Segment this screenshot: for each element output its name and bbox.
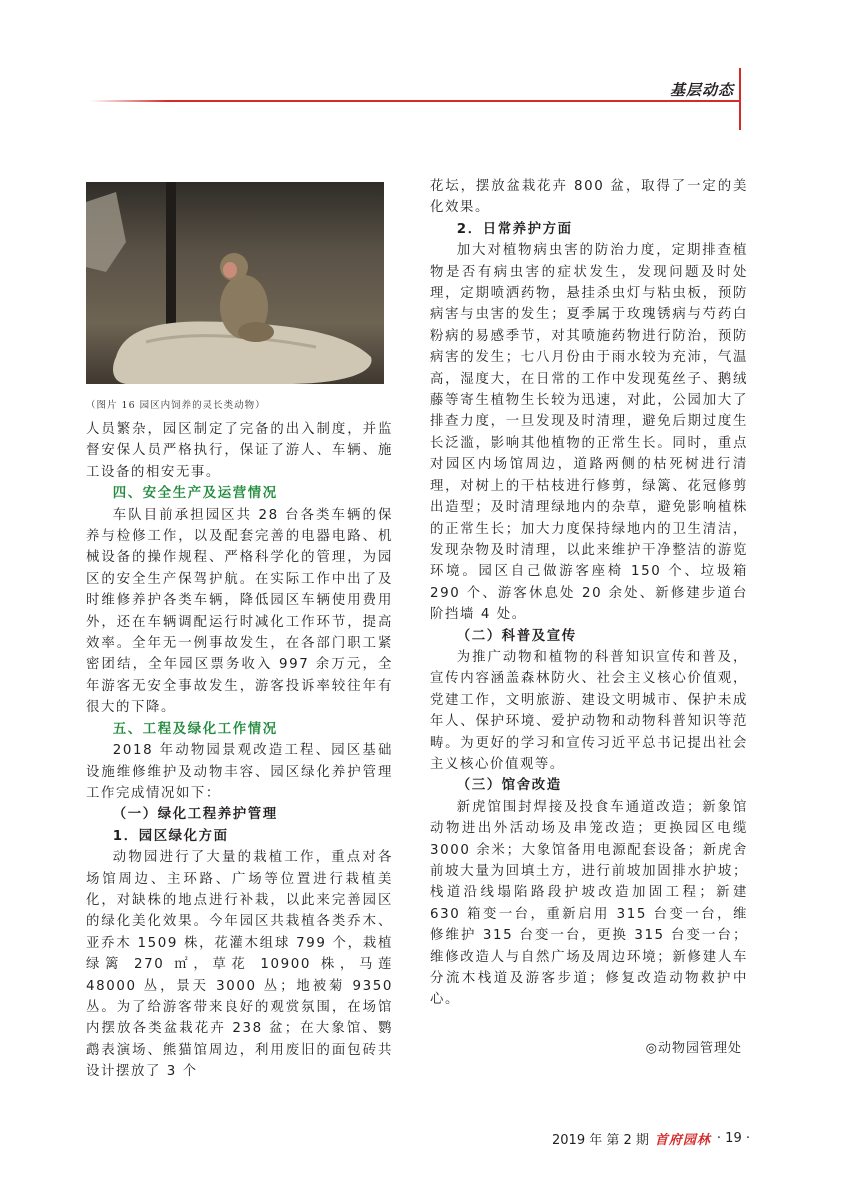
right-column [430,176,748,1011]
section-heading: 1．园区绿化方面 [112,828,229,844]
section-title: 基层动态 [669,81,734,99]
section-heading: 四、安全生产及运营情况 [112,486,278,502]
header-tick [739,68,741,130]
section-heading: （一）绿化工程养护管理 [112,807,278,823]
figure-caption: （图片 16 园区内饲养的灵长类动物） [86,400,266,411]
page-number: · 19 · [716,1131,750,1146]
paragraph: 新虎馆围封焊接及投食车通道改造；新象馆动物进出外活动场及串笼改造；更换园区电缆 3000 余米；大象馆备用电源配套设备；新虎舍前坡大量为回填土方，进行前坡加固排水护坡；栈道沿线塌陷路段护坡改造加固工程；新建 630 箱变一台，重新启用 315 台变一台，维修维护 315 台变一台，更换 315 台变一台；维修改造人与自然广场及周边环境；新修建人车分流木栈道及游客步道；修复改造动物救护中心。 [430,799,748,1008]
magazine-name: 首府园林 [654,1133,711,1148]
left-column [86,419,393,1083]
section-heading: 五、工程及绿化工作情况 [112,721,278,737]
paragraph: 加大对植物病虫害的防治力度，定期排查植物是否有病虫害的症状发生，发现问题及时处理，定期喷洒药物，悬挂杀虫灯与粘虫板，预防病害与虫害的发生；夏季属于玫瑰锈病与芍药白粉病的易感季节，对其喷施药物进行防治，预防病害的发生；七八月份由于雨水较为充沛，气温高，湿度大，在日常的工作中发现菟丝子、鹅绒藤等寄生植物生长较为迅速，对此，公园加大了排查力度，一旦发现及时清理，避免后期过度生长泛滥，影响其他植物的正常生长。同时，重点对园区内场馆周边，道路两侧的枯死树进行清理，对树上的干枯枝进行修剪，绿篱、花冠修剪出造型；及时清理绿地内的杂草，避免影响植株的正常生长；加大力度保持绿地内的卫生清洁，发现杂物及时清理，以此来维护干净整洁的游览环境。园区自己做游客座椅 150 个、垃圾箱 290 个、游客休息处 20 余处、新修建步道台阶挡墙 4 处。 [430,243,748,623]
macaque-photo [86,182,384,384]
paragraph: 花坛，摆放盆栽花卉 800 盆，取得了一定的美化效果。 [430,179,748,216]
section-heading: （三）馆舍改造 [456,778,562,794]
paragraph: 2018 年动物园景观改造工程、园区基础设施维修维护及动物丰容、园区绿化养护管理工作完成情况如下： [86,743,393,801]
signature: ◎动物园管理处 [645,1041,742,1056]
paragraph: 动物园进行了大量的栽植工作，重点对各场馆周边、主环路、广场等位置进行栽植美化，对缺株的地点进行补栽，以此来完善园区的绿化美化效果。今年园区共栽植各类乔木、亚乔木 1509 株，花灌木组球 799 个，栽植绿篱 270 ㎡，草花 10900 株，马莲 48000 丛，景天 3000 丛；地被菊 9350 丛。为了给游客带来良好的观赏氛围，在场馆内摆放各类盆栽花卉 238 盆；在大象馆、鹦鹉表演场、熊猫馆周边，利用废旧的面包砖共设计摆放了 3 个 [86,850,393,1080]
page-footer [552,1129,750,1148]
paragraph: 人员繁杂，园区制定了完备的出入制度，并监督安保人员严格执行，保证了游人、车辆、施工设备的相安无事。 [86,422,393,480]
paragraph: 车队目前承担园区共 28 台各类车辆的保养与检修工作，以及配套完善的电器电路、机械设备的操作规程、严格科学化的管理，为园区的安全生产保驾护航。在实际工作中出了及时维修养护各类车辆，降低园区车辆使用费用外，还在车辆调配运行时减化工作环节，提高效率。全年无一例事故发生，在各部门职工紧密团结，全年园区票务收入 997 余万元，全年游客无安全事故发生，游客投诉率较往年有很大的下降。 [86,507,393,716]
section-heading: （二）科普及宣传 [456,628,577,644]
section-heading: 2．日常养护方面 [456,221,573,237]
header-rule [90,100,740,102]
issue-label: 2019 年 第 2 期 [552,1133,649,1148]
paragraph: 为推广动物和植物的科普知识宣传和普及，宣传内容涵盖森林防火、社会主义核心价值观，党建工作，文明旅游、建设文明城市、保护未成年人、保护环境、爱护动物和动物科普知识等范畴。为更好的学习和宣传习近平总书记提出社会主义核心价值观等。 [430,649,748,772]
